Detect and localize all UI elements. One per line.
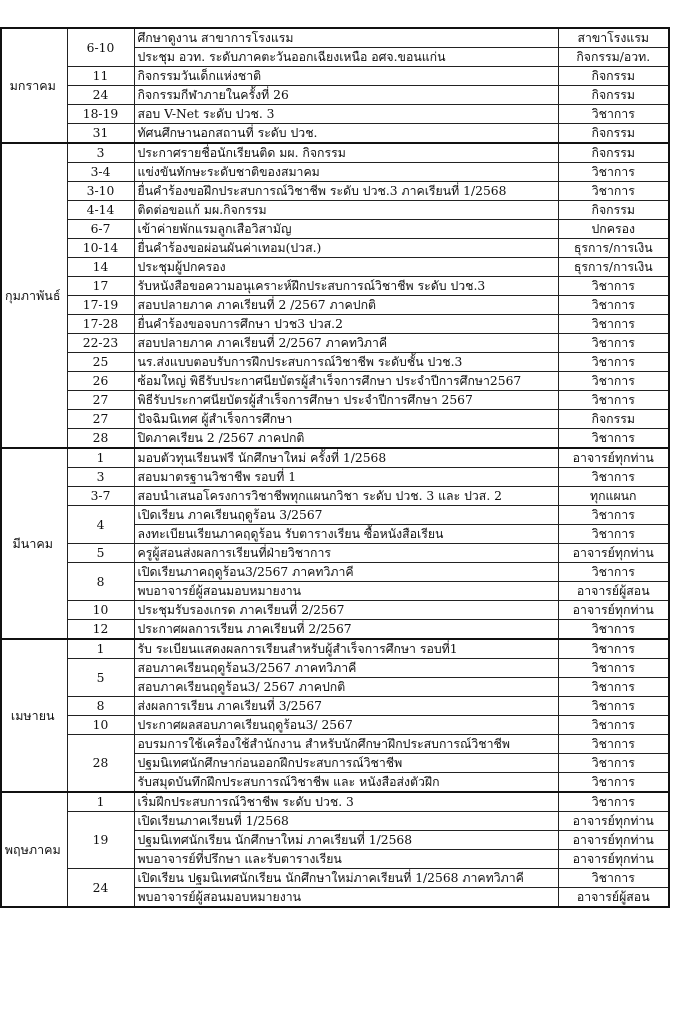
event-activity: สอบ V-Net ระดับ ปวช. 3 bbox=[134, 105, 558, 124]
event-activity: ศึกษาดูงาน สาขาการโรงแรม bbox=[134, 28, 558, 48]
event-activity: สอบปลายภาค ภาคเรียนที่ 2 /2567 ภาคปกติ bbox=[134, 296, 558, 315]
event-day: 6-7 bbox=[67, 220, 134, 239]
responsible-department: อาจารย์ทุกท่าน bbox=[558, 601, 669, 620]
month-name: มีนาคม bbox=[1, 448, 67, 639]
event-day: 24 bbox=[67, 869, 134, 908]
table-row bbox=[1, 105, 669, 124]
responsible-department: วิชาการ bbox=[558, 182, 669, 201]
event-activity: ปัจฉิมนิเทศ ผู้สำเร็จการศึกษา bbox=[134, 410, 558, 429]
table-row bbox=[1, 372, 669, 391]
event-activity: สอบนำเสนอโครงการวิชาชีพทุกแผนกวิชา ระดับ ปวช. 3 และ ปวส. 2 bbox=[134, 487, 558, 506]
table-row bbox=[1, 410, 669, 429]
table-row bbox=[1, 124, 669, 144]
responsible-department: วิชาการ bbox=[558, 773, 669, 793]
table-row bbox=[1, 28, 669, 48]
event-activity: แข่งขันทักษะระดับชาติของสมาคม bbox=[134, 163, 558, 182]
event-activity: กิจกรรมวันเด็กแห่งชาติ bbox=[134, 67, 558, 86]
table-row bbox=[1, 143, 669, 163]
table-row bbox=[1, 792, 669, 812]
event-activity: ปฐมนิเทศนักเรียน นักศึกษาใหม่ ภาคเรียนที่ 1/2568 bbox=[134, 831, 558, 850]
event-day: 19 bbox=[67, 812, 134, 869]
responsible-department: ทุกแผนก bbox=[558, 487, 669, 506]
month-name: เมษายน bbox=[1, 639, 67, 792]
event-activity: เปิดเรียนภาคเรียนที่ 1/2568 bbox=[134, 812, 558, 831]
responsible-department: กิจกรรม/อวท. bbox=[558, 48, 669, 67]
table-row bbox=[1, 735, 669, 754]
event-activity: เปิดเรียนภาคฤดูร้อน3/2567 ภาคทวิภาคี bbox=[134, 563, 558, 582]
month-group bbox=[1, 639, 669, 792]
event-activity: พบอาจารย์ผู้สอนมอบหมายงาน bbox=[134, 582, 558, 601]
table-row bbox=[1, 468, 669, 487]
event-day: 10-14 bbox=[67, 239, 134, 258]
event-day: 11 bbox=[67, 67, 134, 86]
month-name: กุมภาพันธ์ bbox=[1, 143, 67, 448]
month-group bbox=[1, 143, 669, 448]
table-row bbox=[1, 277, 669, 296]
event-day: 25 bbox=[67, 353, 134, 372]
event-activity: ยื่นคำร้องขอผ่อนผันค่าเทอม(ปวส.) bbox=[134, 239, 558, 258]
responsible-department: วิชาการ bbox=[558, 869, 669, 888]
table-row bbox=[1, 812, 669, 831]
responsible-department: กิจกรรม bbox=[558, 124, 669, 144]
event-day: 1 bbox=[67, 792, 134, 812]
responsible-department: อาจารย์ผู้สอน bbox=[558, 888, 669, 908]
responsible-department: ธุรการ/การเงิน bbox=[558, 258, 669, 277]
responsible-department: วิชาการ bbox=[558, 639, 669, 659]
event-activity: ประกาศรายชื่อนักเรียนติด มผ. กิจกรรม bbox=[134, 143, 558, 163]
responsible-department: วิชาการ bbox=[558, 563, 669, 582]
responsible-department: วิชาการ bbox=[558, 353, 669, 372]
event-day: 28 bbox=[67, 429, 134, 449]
responsible-department: สาขาโรงแรม bbox=[558, 28, 669, 48]
event-activity: มอบตัวทุนเรียนฟรี นักศึกษาใหม่ ครั้งที่ 1/2568 bbox=[134, 448, 558, 468]
responsible-department: วิชาการ bbox=[558, 163, 669, 182]
event-day: 12 bbox=[67, 620, 134, 640]
event-activity: ติดต่อขอแก้ มผ.กิจกรรม bbox=[134, 201, 558, 220]
responsible-department: วิชาการ bbox=[558, 716, 669, 735]
month-group bbox=[1, 792, 669, 907]
table-row bbox=[1, 639, 669, 659]
responsible-department: วิชาการ bbox=[558, 372, 669, 391]
event-day: 10 bbox=[67, 716, 134, 735]
event-activity: พบอาจารย์ผู้สอนมอบหมายงาน bbox=[134, 888, 558, 908]
event-day: 8 bbox=[67, 563, 134, 601]
responsible-department: อาจารย์ทุกท่าน bbox=[558, 544, 669, 563]
table-row bbox=[1, 334, 669, 353]
table-row bbox=[1, 601, 669, 620]
event-activity: อบรมการใช้เครื่องใช้สำนักงาน สำหรับนักศึกษาฝึกประสบการณ์วิชาชีพ bbox=[134, 735, 558, 754]
event-activity: ประชุม อวท. ระดับภาคตะวันออกเฉียงเหนือ อศจ.ขอนแก่น bbox=[134, 48, 558, 67]
responsible-department: ธุรการ/การเงิน bbox=[558, 239, 669, 258]
event-day: 5 bbox=[67, 659, 134, 697]
event-day: 27 bbox=[67, 391, 134, 410]
event-activity: ครูผู้สอนส่งผลการเรียนที่ฝ่ายวิชาการ bbox=[134, 544, 558, 563]
table-row bbox=[1, 353, 669, 372]
event-activity: รับหนังสือขอความอนุเคราะห์ฝึกประสบการณ์วิชาชีพ ระดับ ปวช.3 bbox=[134, 277, 558, 296]
event-day: 31 bbox=[67, 124, 134, 144]
event-activity: สอบมาตรฐานวิชาชีพ รอบที่ 1 bbox=[134, 468, 558, 487]
table-row bbox=[1, 315, 669, 334]
table-row bbox=[1, 239, 669, 258]
event-activity: เปิดเรียน ภาคเรียนฤดูร้อน 3/2567 bbox=[134, 506, 558, 525]
responsible-department: วิชาการ bbox=[558, 429, 669, 449]
event-day: 17-28 bbox=[67, 315, 134, 334]
event-day: 24 bbox=[67, 86, 134, 105]
event-day: 6-10 bbox=[67, 28, 134, 67]
event-activity: ประชุมผู้ปกครอง bbox=[134, 258, 558, 277]
responsible-department: อาจารย์ทุกท่าน bbox=[558, 850, 669, 869]
responsible-department: วิชาการ bbox=[558, 754, 669, 773]
event-day: 3-10 bbox=[67, 182, 134, 201]
event-activity: นร.ส่งแบบตอบรับการฝึกประสบการณ์วิชาชีพ ระดับชั้น ปวช.3 bbox=[134, 353, 558, 372]
responsible-department: วิชาการ bbox=[558, 468, 669, 487]
event-activity: ประกาศผลสอบภาคเรียนฤดูร้อน3/ 2567 bbox=[134, 716, 558, 735]
responsible-department: วิชาการ bbox=[558, 506, 669, 525]
responsible-department: วิชาการ bbox=[558, 315, 669, 334]
responsible-department: วิชาการ bbox=[558, 659, 669, 678]
event-day: 14 bbox=[67, 258, 134, 277]
responsible-department: อาจารย์ทุกท่าน bbox=[558, 812, 669, 831]
month-group bbox=[1, 448, 669, 639]
table-row bbox=[1, 563, 669, 582]
responsible-department: กิจกรรม bbox=[558, 201, 669, 220]
table-row bbox=[1, 86, 669, 105]
event-day: 4 bbox=[67, 506, 134, 544]
event-activity: ประกาศผลการเรียน ภาคเรียนที่ 2/2567 bbox=[134, 620, 558, 640]
event-activity: ประชุมรับรองเกรด ภาคเรียนที่ 2/2567 bbox=[134, 601, 558, 620]
responsible-department: วิชาการ bbox=[558, 678, 669, 697]
table-row bbox=[1, 296, 669, 315]
table-row bbox=[1, 620, 669, 640]
event-activity: ทัศนศึกษานอกสถานที่ ระดับ ปวช. bbox=[134, 124, 558, 144]
event-day: 10 bbox=[67, 601, 134, 620]
responsible-department: วิชาการ bbox=[558, 525, 669, 544]
event-day: 1 bbox=[67, 639, 134, 659]
event-activity: ลงทะเบียนเรียนภาคฤดูร้อน รับตารางเรียน ซื้อหนังสือเรียน bbox=[134, 525, 558, 544]
table-row bbox=[1, 201, 669, 220]
event-day: 4-14 bbox=[67, 201, 134, 220]
event-day: 8 bbox=[67, 697, 134, 716]
event-day: 18-19 bbox=[67, 105, 134, 124]
event-day: 1 bbox=[67, 448, 134, 468]
event-activity: เข้าค่ายพักแรมลูกเสือวิสามัญ bbox=[134, 220, 558, 239]
table-row bbox=[1, 429, 669, 449]
event-activity: ยื่นคำร้องขอจบการศึกษา ปวช3 ปวส.2 bbox=[134, 315, 558, 334]
responsible-department: กิจกรรม bbox=[558, 143, 669, 163]
table-row bbox=[1, 869, 669, 888]
table-row bbox=[1, 182, 669, 201]
responsible-department: วิชาการ bbox=[558, 792, 669, 812]
table-row bbox=[1, 544, 669, 563]
responsible-department: วิชาการ bbox=[558, 105, 669, 124]
responsible-department: วิชาการ bbox=[558, 620, 669, 640]
responsible-department: วิชาการ bbox=[558, 735, 669, 754]
event-day: 28 bbox=[67, 735, 134, 793]
event-day: 27 bbox=[67, 410, 134, 429]
responsible-department: วิชาการ bbox=[558, 277, 669, 296]
calendar-document bbox=[0, 27, 668, 908]
event-activity: ปฐมนิเทศนักศึกษาก่อนออกฝึกประสบการณ์วิชาชีพ bbox=[134, 754, 558, 773]
table-row bbox=[1, 163, 669, 182]
month-name: มกราคม bbox=[1, 28, 67, 143]
responsible-department: วิชาการ bbox=[558, 296, 669, 315]
event-activity: สอบภาคเรียนฤดูร้อน3/2567 ภาคทวิภาคี bbox=[134, 659, 558, 678]
event-day: 26 bbox=[67, 372, 134, 391]
responsible-department: อาจารย์ทุกท่าน bbox=[558, 831, 669, 850]
responsible-department: อาจารย์ทุกท่าน bbox=[558, 448, 669, 468]
responsible-department: กิจกรรม bbox=[558, 86, 669, 105]
event-activity: เริ่มฝึกประสบการณ์วิชาชีพ ระดับ ปวช. 3 bbox=[134, 792, 558, 812]
responsible-department: กิจกรรม bbox=[558, 410, 669, 429]
event-activity: พบอาจารย์ที่ปรึกษา และรับตารางเรียน bbox=[134, 850, 558, 869]
event-activity: ยื่นคำร้องขอฝึกประสบการณ์วิชาชีพ ระดับ ปวช.3 ภาคเรียนที่ 1/2568 bbox=[134, 182, 558, 201]
table-row bbox=[1, 487, 669, 506]
event-activity: สอบภาคเรียนฤดูร้อน3/ 2567 ภาคปกติ bbox=[134, 678, 558, 697]
academic-calendar-table bbox=[0, 27, 670, 908]
table-row bbox=[1, 716, 669, 735]
event-day: 17 bbox=[67, 277, 134, 296]
event-activity: พิธีรับประกาศนียบัตรผู้สำเร็จการศึกษา ประจำปีการศึกษา 2567 bbox=[134, 391, 558, 410]
event-activity: เปิดเรียน ปฐมนิเทศนักเรียน นักศึกษาใหม่ภาคเรียนที่ 1/2568 ภาคทวิภาคี bbox=[134, 869, 558, 888]
table-row bbox=[1, 67, 669, 86]
month-group bbox=[1, 28, 669, 143]
responsible-department: วิชาการ bbox=[558, 334, 669, 353]
event-day: 22-23 bbox=[67, 334, 134, 353]
event-activity: ปิดภาคเรียน 2 /2567 ภาคปกติ bbox=[134, 429, 558, 449]
responsible-department: วิชาการ bbox=[558, 697, 669, 716]
table-row bbox=[1, 506, 669, 525]
event-activity: รับ ระเบียนแสดงผลการเรียนสำหรับผู้สำเร็จการศึกษา รอบที่1 bbox=[134, 639, 558, 659]
event-day: 3-7 bbox=[67, 487, 134, 506]
event-activity: รับสมุดบันทึกฝึกประสบการณ์วิชาชีพ และ หนังสือส่งตัวฝึก bbox=[134, 773, 558, 793]
table-row bbox=[1, 448, 669, 468]
responsible-department: กิจกรรม bbox=[558, 67, 669, 86]
event-day: 17-19 bbox=[67, 296, 134, 315]
event-day: 3 bbox=[67, 468, 134, 487]
event-day: 3-4 bbox=[67, 163, 134, 182]
event-activity: ส่งผลการเรียน ภาคเรียนที่ 3/2567 bbox=[134, 697, 558, 716]
table-row bbox=[1, 659, 669, 678]
table-row bbox=[1, 697, 669, 716]
table-row bbox=[1, 391, 669, 410]
responsible-department: อาจารย์ผู้สอน bbox=[558, 582, 669, 601]
event-day: 5 bbox=[67, 544, 134, 563]
event-activity: กิจกรรมกีฬาภายในครั้งที่ 26 bbox=[134, 86, 558, 105]
month-name: พฤษภาคม bbox=[1, 792, 67, 907]
responsible-department: ปกครอง bbox=[558, 220, 669, 239]
table-row bbox=[1, 258, 669, 277]
responsible-department: วิชาการ bbox=[558, 391, 669, 410]
event-activity: สอบปลายภาค ภาคเรียนที่ 2/2567 ภาคทวิภาคี bbox=[134, 334, 558, 353]
table-row bbox=[1, 220, 669, 239]
event-activity: ซ้อมใหญ่ พิธีรับประกาศนียบัตรผู้สำเร็จการศึกษา ประจำปีการศึกษา2567 bbox=[134, 372, 558, 391]
event-day: 3 bbox=[67, 143, 134, 163]
